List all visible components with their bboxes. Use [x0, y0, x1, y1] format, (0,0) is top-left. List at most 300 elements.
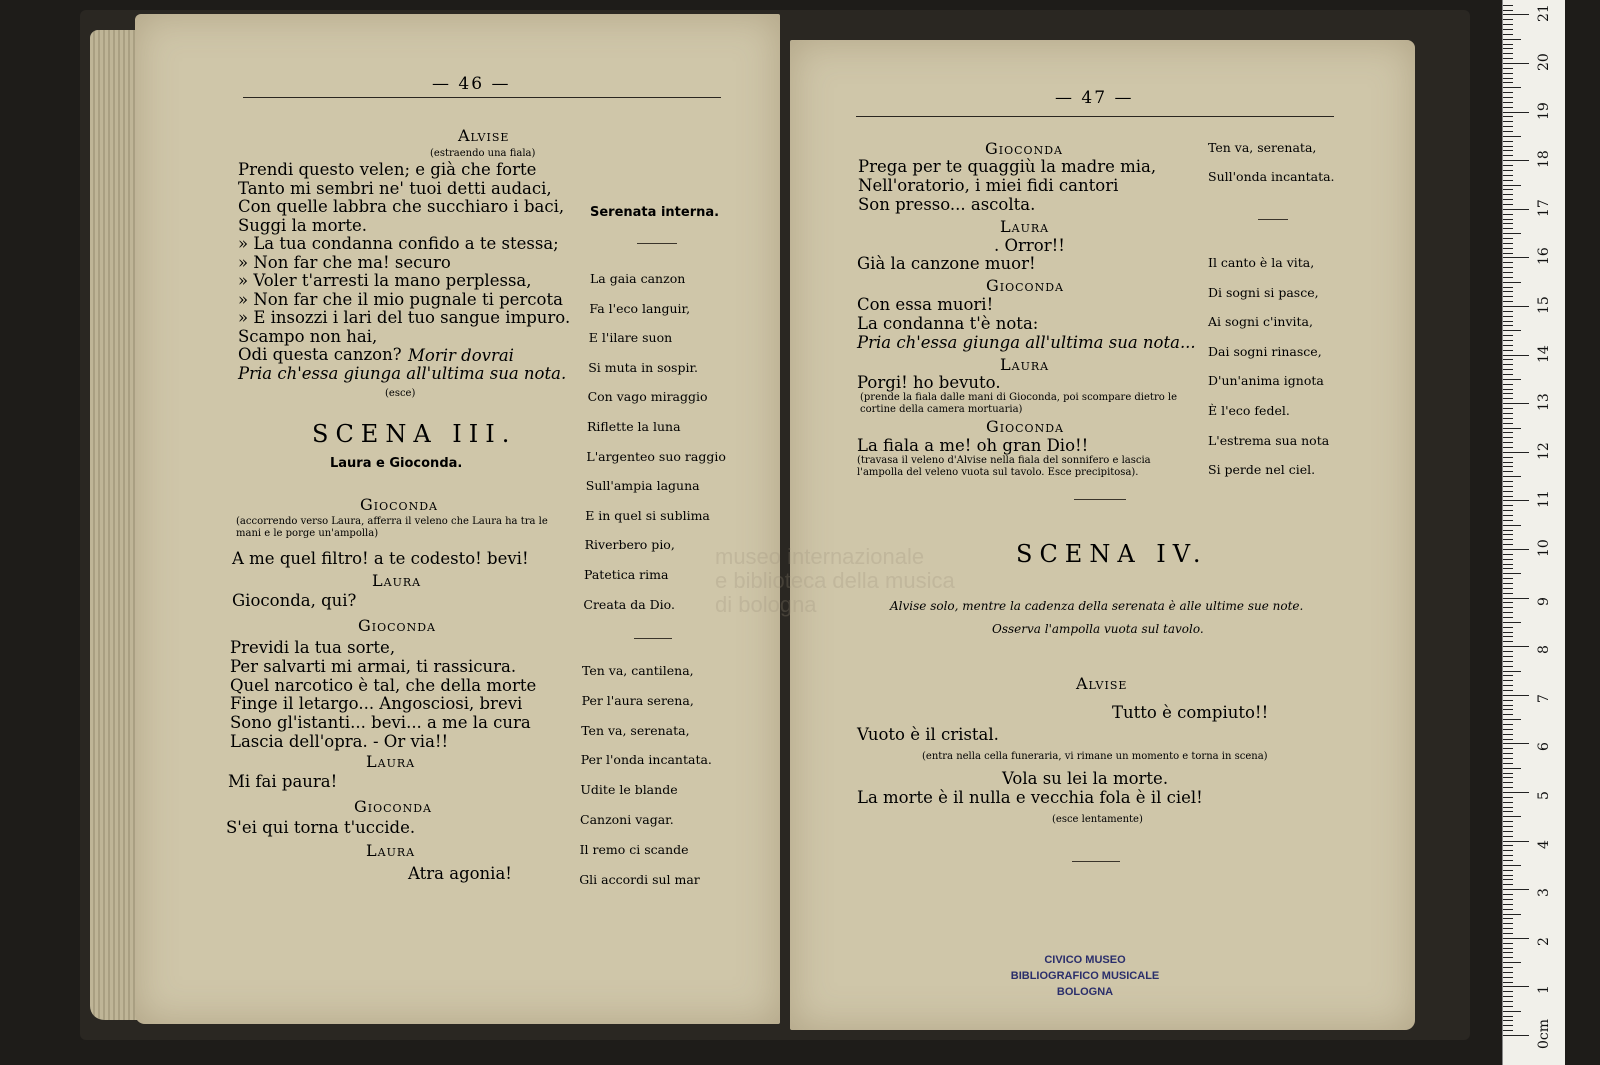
verse-line: Scampo non hai, — [238, 326, 378, 346]
ruler-tick — [1503, 666, 1513, 667]
ruler-tick — [1503, 816, 1521, 817]
ruler-tick — [1503, 491, 1513, 492]
ruler-tick — [1503, 768, 1521, 769]
ruler-tick — [1503, 214, 1513, 215]
stage-direction: (estraendo una fiala) — [430, 148, 536, 159]
ruler-tick — [1503, 257, 1529, 258]
ruler-tick — [1503, 1016, 1513, 1017]
ruler-tick — [1503, 797, 1513, 798]
ruler-tick — [1503, 933, 1513, 934]
ruler-tick — [1503, 398, 1513, 399]
ruler-tick — [1503, 277, 1513, 278]
ruler-tick — [1503, 58, 1513, 59]
speaker-gioconda: Gioconda — [360, 495, 438, 514]
ruler-tick — [1503, 923, 1513, 924]
stage-direction-exit: (esce) — [385, 388, 416, 399]
ruler-number: 14 — [1536, 344, 1552, 363]
ruler-tick — [1503, 330, 1521, 331]
scena-title: SCENA III. — [312, 420, 517, 448]
ruler-tick — [1503, 1030, 1513, 1031]
serenata-line: Sull'onda incantata. — [1208, 169, 1335, 184]
speaker-gioconda: Gioconda — [354, 797, 432, 816]
verse-line: Finge il letargo... Angosciosi, brevi — [230, 694, 523, 714]
serenata-line: L'argenteo suo raggio — [586, 448, 726, 464]
serenata-line: E in quel si sublima — [585, 507, 710, 523]
ruler-number: 7 — [1536, 693, 1552, 703]
ruler-tick — [1503, 291, 1513, 292]
ruler-tick — [1503, 539, 1513, 540]
ruler-tick — [1503, 359, 1513, 360]
ruler-tick — [1503, 267, 1513, 268]
verse-block-gioconda — [230, 638, 536, 751]
ruler-tick — [1503, 223, 1513, 224]
ruler-tick — [1503, 175, 1513, 176]
ruler-tick — [1503, 734, 1513, 735]
serenata-line: Ten va, serenata, — [1208, 140, 1317, 155]
ruler-tick — [1503, 520, 1513, 521]
ruler-tick — [1503, 534, 1513, 535]
verse-line: » Non far che il mio pugnale ti percota — [238, 289, 563, 309]
ruler-tick — [1503, 92, 1513, 93]
ruler-tick — [1503, 5, 1513, 6]
ruler-tick — [1503, 248, 1513, 249]
ruler-tick — [1503, 564, 1513, 565]
ruler-tick — [1503, 481, 1513, 482]
ruler-tick — [1503, 48, 1513, 49]
ruler-number: 9 — [1536, 596, 1552, 606]
ruler-tick — [1503, 24, 1513, 25]
ruler-tick — [1503, 860, 1513, 861]
verse-line: La fiala a me! oh gran Dio!! — [857, 436, 1089, 455]
ruler-number: 20 — [1536, 53, 1552, 71]
ruler-tick — [1503, 374, 1513, 375]
ruler-number: 1 — [1536, 985, 1552, 995]
serenata-line: Ten va, cantilena, — [582, 663, 694, 678]
ruler-tick — [1503, 296, 1513, 297]
ruler-tick — [1503, 782, 1513, 783]
ruler-tick — [1503, 306, 1529, 307]
serenata-line: Ten va, serenata, — [581, 722, 690, 738]
ruler-tick — [1503, 102, 1513, 103]
verse-line: La morte è il nulla e vecchia fola è il ciel! — [857, 788, 1203, 807]
speaker-gioconda: Gioconda — [986, 417, 1064, 436]
verse-line: » E insozzi i lari del tuo sangue impuro. — [238, 308, 571, 327]
ruler-tick — [1503, 938, 1529, 939]
ruler-tick — [1503, 321, 1513, 322]
left-header-rule — [243, 97, 721, 98]
serenata-title: Serenata interna. — [590, 205, 720, 220]
serenata-line: Riflette la luna — [587, 419, 681, 434]
ruler-tick — [1503, 14, 1529, 15]
ruler-tick — [1503, 894, 1513, 895]
ruler-tick — [1503, 928, 1513, 929]
divider — [1258, 219, 1288, 220]
ruler-tick — [1503, 462, 1513, 463]
serenata-line: L'estrema sua nota — [1208, 432, 1330, 448]
ruler-tick — [1503, 578, 1513, 579]
ruler-number: 6 — [1536, 742, 1552, 752]
ruler-tick — [1503, 865, 1521, 866]
ruler-tick — [1503, 632, 1513, 633]
ruler-tick — [1503, 729, 1513, 730]
ruler-number: 13 — [1536, 393, 1552, 412]
ruler-tick — [1503, 884, 1513, 885]
ruler-tick — [1503, 335, 1513, 336]
ruler-tick — [1503, 194, 1513, 195]
ruler-tick — [1503, 977, 1513, 978]
ruler-tick — [1503, 996, 1513, 997]
ruler-tick — [1503, 661, 1513, 662]
ruler-tick — [1503, 967, 1513, 968]
ruler-tick — [1503, 690, 1513, 691]
serenata-line: Per l'onda incantata. — [580, 752, 712, 768]
verse-line: S'ei qui torna t'uccide. — [226, 818, 416, 837]
stage-direction: (accorrendo verso Laura, afferra il veleno che Laura ha tra le mani e le porge un'ampolla) — [236, 516, 548, 539]
ruler-tick — [1503, 423, 1513, 424]
ruler-tick — [1503, 393, 1513, 394]
ruler-tick — [1503, 850, 1513, 851]
divider — [1074, 499, 1126, 500]
serenata-line: La gaia canzon — [590, 271, 686, 286]
ruler-tick — [1503, 73, 1513, 74]
verse-line: Previdi la tua sorte, — [230, 638, 396, 657]
ruler-tick — [1503, 719, 1521, 720]
measurement-ruler — [1502, 0, 1565, 1065]
ruler-tick — [1503, 986, 1529, 987]
ruler-tick — [1503, 841, 1529, 842]
ruler-tick — [1503, 544, 1513, 545]
ruler-tick — [1503, 155, 1513, 156]
ruler-tick — [1503, 384, 1513, 385]
ruler-tick — [1503, 991, 1513, 992]
serenata-line: Ai sogni c'invita, — [1208, 314, 1313, 330]
ruler-tick — [1503, 948, 1513, 949]
ruler-tick — [1503, 87, 1521, 88]
ruler-tick — [1503, 855, 1513, 856]
ruler-tick — [1503, 466, 1513, 467]
verse-line: Suggi la morte. — [238, 215, 368, 235]
serenata-line: Per l'aura serena, — [581, 692, 694, 708]
verse-line: Prendi questo velen; e già che forte — [238, 160, 537, 179]
ruler-tick — [1503, 583, 1513, 584]
ruler-number: 19 — [1536, 101, 1552, 120]
ruler-tick — [1503, 831, 1513, 832]
verse-line: Vola su lei la morte. — [1002, 769, 1169, 788]
ruler-tick — [1503, 301, 1513, 302]
serenata-line: Patetica rima — [584, 567, 669, 582]
ruler-tick — [1503, 364, 1513, 365]
serenata-line: E l'ilare suon — [588, 330, 673, 346]
page-edges — [90, 30, 138, 1020]
ruler-number: 3 — [1536, 888, 1552, 898]
ruler-tick — [1503, 675, 1513, 676]
ruler-tick — [1503, 724, 1513, 725]
serenata-line: Si perde nel ciel. — [1208, 462, 1316, 478]
ruler-tick — [1503, 773, 1513, 774]
serenata-line: Il remo ci scande — [579, 841, 689, 857]
ruler-tick — [1503, 982, 1513, 983]
ruler-tick — [1503, 918, 1513, 919]
ruler-tick — [1503, 403, 1529, 404]
ruler-tick — [1503, 170, 1513, 171]
ruler-tick — [1503, 709, 1513, 710]
ruler-tick — [1503, 150, 1513, 151]
ruler-tick — [1503, 97, 1513, 98]
ruler-tick — [1503, 952, 1513, 953]
verse-line: Odi questa canzon? — [238, 345, 402, 364]
ruler-tick — [1503, 753, 1513, 754]
ruler-tick — [1503, 651, 1513, 652]
right-header-rule — [856, 116, 1334, 117]
serenata-line: È l'eco fedel. — [1208, 403, 1290, 418]
ruler-tick — [1503, 345, 1513, 346]
ruler-number: 11 — [1536, 490, 1552, 509]
serenata-line: Creata da Dio. — [583, 596, 675, 612]
ruler-tick — [1503, 112, 1529, 113]
ruler-tick — [1503, 972, 1513, 973]
ruler-tick — [1503, 588, 1513, 589]
ruler-tick — [1503, 602, 1513, 603]
ruler-tick — [1503, 909, 1513, 910]
ruler-tick — [1503, 437, 1513, 438]
ruler-tick — [1503, 457, 1513, 458]
library-watermark: museo internazionale e biblioteca della musica di bologna — [715, 544, 955, 617]
verse-line: Lascia dell'opra. - Or via!! — [230, 731, 449, 751]
speaker-laura: Laura — [1000, 217, 1050, 236]
serenata-line: Si muta in sospir. — [588, 359, 699, 375]
ruler-tick — [1503, 272, 1513, 273]
ruler-unit-label: 0cm — [1536, 1018, 1552, 1049]
ruler-tick — [1503, 568, 1513, 569]
ruler-tick — [1503, 141, 1513, 142]
verse-line: Prega per te quaggiù la madre mia, — [858, 157, 1157, 176]
ruler-tick — [1503, 1011, 1521, 1012]
ruler-tick — [1503, 471, 1513, 472]
verse-line: Atra agonia! — [408, 864, 512, 883]
italic-verse: Morir dovrai — [408, 346, 514, 365]
ruler-tick — [1503, 705, 1513, 706]
ruler-number: 4 — [1536, 839, 1552, 849]
verse-line: Quel narcotico è tal, che della morte — [230, 675, 537, 695]
divider — [1072, 861, 1120, 862]
ruler-tick — [1503, 389, 1513, 390]
ruler-tick — [1503, 1020, 1513, 1021]
ruler-tick — [1503, 641, 1513, 642]
ruler-tick — [1503, 612, 1513, 613]
stage-direction: (entra nella cella funeraria, vi rimane un momento e torna in scena) — [922, 751, 1268, 762]
library-stamp: CIVICO MUSEO BIBLIOGRAFICO MUSICALE BOLOGNA — [1010, 954, 1160, 998]
ruler-tick — [1503, 811, 1513, 812]
ruler-tick — [1503, 369, 1513, 370]
ruler-tick — [1503, 121, 1513, 122]
serenata-line: Udite le blande — [580, 782, 678, 798]
ruler-tick — [1503, 209, 1529, 210]
serenata-line: Con vago miraggio — [587, 389, 708, 405]
stage-direction: (travasa il veleno d'Alvise nella fiala del sonnifero e lascia l'ampolla del veleno vuota sul tavolo. Esce precipitosa). — [857, 455, 1151, 478]
divider — [637, 243, 677, 244]
verse-line: Porgi! ho bevuto. — [857, 373, 1001, 392]
ruler-tick — [1503, 525, 1521, 526]
serenata-line: Riverbero pio, — [584, 537, 675, 553]
verse-line: Sono gl'istanti... bevi... a me la cura — [230, 713, 531, 733]
ruler-number: 12 — [1536, 441, 1552, 460]
ruler-tick — [1503, 496, 1513, 497]
verse-block-alvise — [238, 160, 570, 382]
ruler-tick — [1503, 671, 1521, 672]
ruler-tick — [1503, 870, 1513, 871]
ruler-tick — [1503, 39, 1521, 40]
ruler-tick — [1503, 131, 1513, 132]
ruler-tick — [1503, 636, 1513, 637]
speaker-laura: Laura — [366, 752, 416, 771]
speaker-gioconda: Gioconda — [985, 139, 1063, 158]
ruler-tick — [1503, 943, 1513, 944]
speaker-gioconda: Gioconda — [358, 616, 436, 635]
ruler-tick — [1503, 1035, 1529, 1036]
speaker-alvise: Alvise — [1076, 674, 1128, 693]
ruler-tick — [1503, 889, 1529, 890]
ruler-tick — [1503, 802, 1513, 803]
ruler-tick — [1503, 116, 1513, 117]
speaker-laura: Laura — [372, 571, 422, 590]
ruler-number: 15 — [1536, 296, 1552, 314]
ruler-tick — [1503, 962, 1521, 963]
ruler-number: 17 — [1536, 198, 1552, 217]
ruler-tick — [1503, 428, 1521, 429]
ruler-tick — [1503, 845, 1513, 846]
ruler-tick — [1503, 78, 1513, 79]
ruler-tick — [1503, 1006, 1513, 1007]
verse-line: Pria ch'essa giunga all'ultima sua nota... — [857, 333, 1196, 352]
serenata-line: Gli accordi sul mar — [579, 871, 700, 887]
ruler-tick — [1503, 680, 1513, 681]
verse-line: » Non far che ma! securo — [238, 252, 451, 272]
ruler-tick — [1503, 836, 1513, 837]
verse-line: Gioconda, qui? — [232, 591, 357, 610]
ruler-tick — [1503, 233, 1521, 234]
ruler-tick — [1503, 807, 1513, 808]
ruler-tick — [1503, 656, 1513, 657]
ruler-tick — [1503, 593, 1513, 594]
speaker-laura: Laura — [366, 841, 416, 860]
ruler-tick — [1503, 792, 1529, 793]
ruler-tick — [1503, 598, 1529, 599]
right-page-number: — 47 — — [1055, 88, 1134, 108]
ruler-number: 16 — [1536, 247, 1552, 266]
ruler-tick — [1503, 199, 1513, 200]
verse-line: Con essa muori! — [857, 295, 994, 314]
serenata-line: Fa l'eco languir, — [589, 300, 691, 316]
ruler-tick — [1503, 165, 1513, 166]
ruler-tick — [1503, 185, 1521, 186]
ruler-tick — [1503, 340, 1513, 341]
ruler-tick — [1503, 350, 1513, 351]
speaker-laura: Laura — [1000, 355, 1050, 374]
ruler-tick — [1503, 777, 1513, 778]
ruler-tick — [1503, 899, 1513, 900]
ruler-tick — [1503, 126, 1513, 127]
ruler-tick — [1503, 180, 1513, 181]
ruler-tick — [1503, 53, 1513, 54]
ruler-number: 21 — [1536, 4, 1552, 23]
ruler-tick — [1503, 63, 1529, 64]
ruler-tick — [1503, 413, 1513, 414]
ruler-tick — [1503, 10, 1513, 11]
ruler-number: 2 — [1536, 936, 1552, 946]
stage-direction-exit: (esce lentamente) — [1052, 814, 1143, 825]
ruler-number: 18 — [1536, 150, 1552, 169]
ruler-tick — [1503, 500, 1529, 501]
ruler-tick — [1503, 530, 1513, 531]
ruler-tick — [1503, 228, 1513, 229]
ruler-number: 10 — [1536, 539, 1552, 557]
ruler-tick — [1503, 189, 1513, 190]
verse-line: Nell'oratorio, i miei fidi cantori — [858, 176, 1119, 195]
ruler-tick — [1503, 146, 1513, 147]
ruler-tick — [1503, 573, 1521, 574]
verse-line: Mi fai paura! — [228, 772, 338, 791]
ruler-tick — [1503, 311, 1513, 312]
ruler-tick — [1503, 418, 1513, 419]
ruler-tick — [1503, 505, 1513, 506]
ruler-tick — [1503, 219, 1513, 220]
ruler-tick — [1503, 262, 1513, 263]
ruler-tick — [1503, 700, 1513, 701]
ruler-tick — [1503, 44, 1513, 45]
ruler-tick — [1503, 763, 1513, 764]
ruler-tick — [1503, 957, 1513, 958]
ruler-tick — [1503, 282, 1521, 283]
ruler-tick — [1503, 287, 1513, 288]
ruler-tick — [1503, 253, 1513, 254]
ruler-tick — [1503, 685, 1513, 686]
ruler-tick — [1503, 107, 1513, 108]
speaker-gioconda: Gioconda — [986, 276, 1064, 295]
ruler-tick — [1503, 1025, 1513, 1026]
verse-line: Per salvarti mi armai, ti rassicura. — [230, 656, 517, 676]
ruler-tick — [1503, 646, 1529, 647]
stage-direction: (prende la fiala dalle mani di Gioconda, poi scompare dietro le cortine della camera mortuaria) — [860, 392, 1178, 415]
ruler-tick — [1503, 554, 1513, 555]
ruler-tick — [1503, 34, 1513, 35]
ruler-tick — [1503, 627, 1513, 628]
verse-line: Son presso... ascolta. — [858, 195, 1036, 214]
scena-description: Alvise solo, mentre la cadenza della serenata è alle ultime sue note. — [890, 599, 1304, 613]
verse-line: La condanna t'è nota: — [857, 314, 1039, 333]
ruler-tick — [1503, 714, 1513, 715]
ruler-tick — [1503, 758, 1513, 759]
ruler-number: 5 — [1536, 791, 1552, 800]
ruler-tick — [1503, 432, 1513, 433]
ruler-tick — [1503, 904, 1513, 905]
ruler-tick — [1503, 617, 1513, 618]
ruler-tick — [1503, 68, 1513, 69]
ruler-tick — [1503, 19, 1513, 20]
ruler-tick — [1503, 622, 1521, 623]
serenata-line: Sull'ampia laguna — [585, 478, 700, 494]
ruler-tick — [1503, 29, 1513, 30]
ruler-tick — [1503, 695, 1529, 696]
ruler-tick — [1503, 325, 1513, 326]
ruler-tick — [1503, 486, 1513, 487]
ruler-tick — [1503, 821, 1513, 822]
ruler-tick — [1503, 559, 1513, 560]
serenata-line: Di sogni si pasce, — [1208, 284, 1319, 300]
verse-line: Già la canzone muor! — [857, 254, 1036, 273]
ruler-tick — [1503, 243, 1513, 244]
verse-line: . Orror!! — [994, 236, 1065, 255]
ruler-tick — [1503, 204, 1513, 205]
